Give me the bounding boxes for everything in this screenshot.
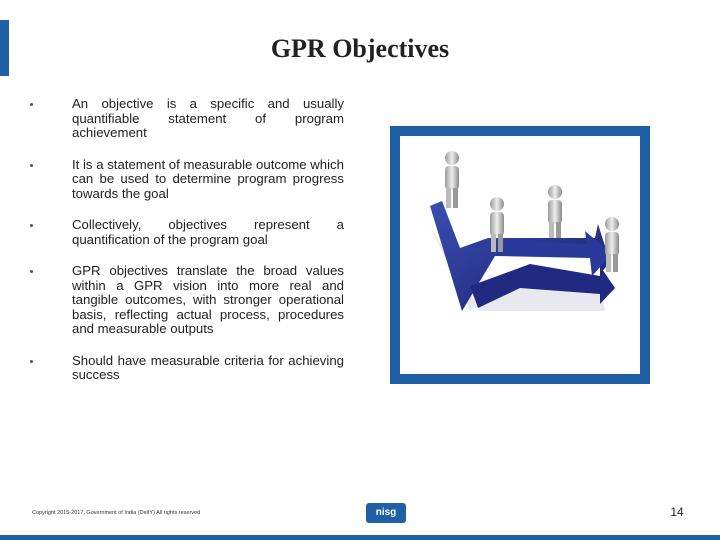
nisg-logo: nisg xyxy=(366,503,406,523)
bullet-text: Collectively, objectives represent a quantification of the program goal xyxy=(72,217,344,247)
bullet-text: Should have measurable criteria for achieving success xyxy=(72,352,344,382)
bullet-item xyxy=(30,354,344,383)
bullet-dot-icon xyxy=(30,103,33,106)
bullet-dot-icon xyxy=(30,360,33,363)
bullet-text: An objective is a specific and usually quantifiable statement of program achievement xyxy=(72,96,344,140)
bullet-item xyxy=(30,264,344,337)
bottom-accent-bar xyxy=(0,535,720,540)
people-on-arrows-icon xyxy=(400,136,640,374)
page-number: 14 xyxy=(670,505,684,519)
bullet-item xyxy=(30,158,344,202)
person-icon xyxy=(548,185,562,238)
slide-title: GPR Objectives xyxy=(270,34,450,63)
bullet-dot-icon xyxy=(30,164,33,167)
bullet-dot-icon xyxy=(30,270,33,273)
illustration-frame xyxy=(390,126,650,384)
person-icon xyxy=(605,217,619,272)
bullet-dot-icon xyxy=(30,224,33,227)
copyright-text: Copyright 2015-2017, Government of India (DeitY) All rights reserved xyxy=(32,510,201,516)
bullet-text: GPR objectives translate the broad values within a GPR vision into more real and tangible outcomes, with stronger operational basis, reflecting actual process, procedures and measurable outputs xyxy=(72,263,344,336)
illustration xyxy=(400,136,640,374)
bullet-text: It is a statement of measurable outcome which can be used to determine program progress towards the goal xyxy=(72,156,344,201)
bullet-list xyxy=(30,97,344,400)
person-icon xyxy=(445,151,459,208)
bullet-item xyxy=(30,97,344,141)
bullet-item xyxy=(30,218,344,247)
